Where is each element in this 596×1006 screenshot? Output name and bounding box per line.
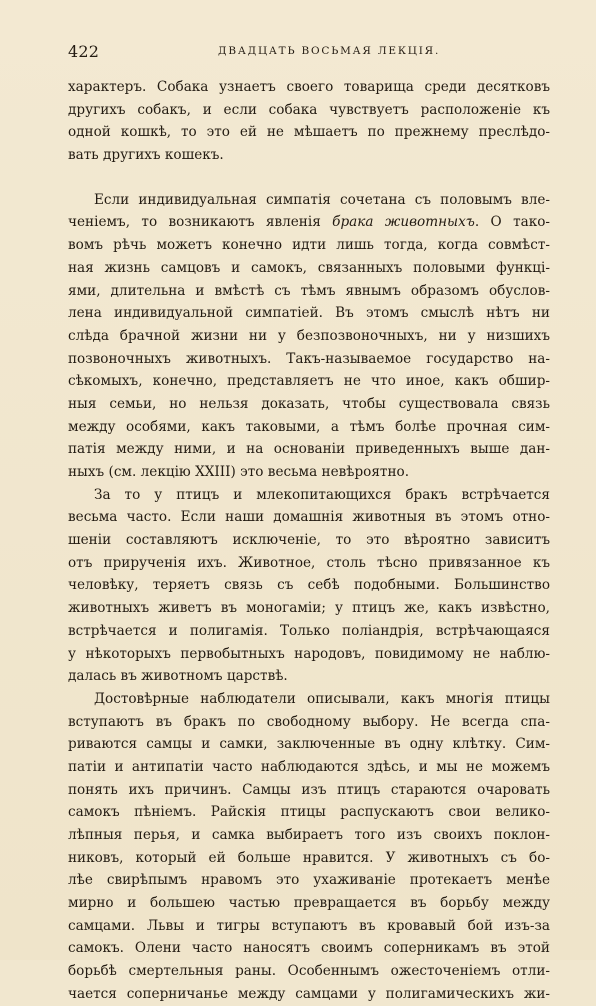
text-line: лѣпныя перья, и самка выбираетъ того изъ своихъ поклон- xyxy=(68,827,550,843)
text-line: Если индивидуальная симпатія сочетана съ половымъ вле- xyxy=(94,191,550,208)
text-fragment: ченіемъ, то возникаютъ явленія xyxy=(68,214,321,231)
running-title: ДВАДЦАТЬ ВОСЬМАЯ ЛЕКЦІЯ. xyxy=(218,45,441,57)
text-line: отъ прирученія ихъ. Животное, столь тѣсно привязанное къ xyxy=(68,554,550,571)
text-line: никовъ, который ей больше нравится. У животныхъ съ бо- xyxy=(68,849,550,866)
text-line: вать другихъ кошекъ. xyxy=(68,147,224,164)
text-line: мирно и большею частью превращается въ борьбу между xyxy=(68,895,550,912)
text-line: За то у птицъ и млекопитающихся бракъ встрѣчается xyxy=(94,486,550,503)
text-line: между особями, какъ таковыми, а тѣмъ болѣе прочная сим- xyxy=(68,418,550,435)
text-line: весьма часто. Если наши домашнія животныя въ этомъ отно- xyxy=(68,509,550,526)
body-text xyxy=(68,76,550,1006)
text-line: ныхъ (см. лекцію XXIII) это весьма невѣроятно. xyxy=(68,464,410,480)
text-line: самокъ пѣніемъ. Райскія птицы распускаютъ свои велико- xyxy=(68,804,550,821)
text-line: Достовѣрные наблюдатели описывали, какъ многія птицы xyxy=(94,690,550,707)
text-line: борьбѣ смертельныя раны. Особеннымъ ожесточеніемъ отли- xyxy=(68,963,550,980)
text-line: чается соперничанье между самцами у полигамическихъ жи- xyxy=(68,985,550,1002)
text-line: встрѣчается и полигамія. Только поліандрія, встрѣчающаяся xyxy=(68,622,550,639)
text-line: понять ихъ причинъ. Самцы изъ птицъ стараются очаровать xyxy=(68,781,550,798)
text-line: слѣда брачной жизни ни у безпозвоночныхъ, ни у низшихъ xyxy=(68,327,550,344)
paragraph-gap xyxy=(68,167,550,189)
page-number: 422 xyxy=(68,42,100,61)
text-line: риваются самцы и самки, заключенные въ одну клѣтку. Сим- xyxy=(68,736,550,753)
text-line: ныя семьи, но нельзя доказать, чтобы существовала связь xyxy=(68,395,550,412)
text-line: вступаютъ въ бракъ по свободному выбору. Не всегда спа- xyxy=(68,713,550,730)
page-header xyxy=(68,42,548,66)
text-line: патіи и антипатіи часто наблюдаются здѣсь, и мы не можемъ xyxy=(68,758,550,775)
text-line: ная жизнь самцовъ и самокъ, связанныхъ половыми функці- xyxy=(68,259,550,276)
text-line: человѣку, теряетъ связь съ себѣ подобными. Большинство xyxy=(68,577,550,594)
text-line: далась въ животномъ царствѣ. xyxy=(68,668,288,685)
italic-term: брака животныхъ xyxy=(332,214,475,231)
paragraph-3 xyxy=(68,484,550,688)
text-line: шеніи составляютъ исключеніе, то это вѣроятно зависитъ xyxy=(68,532,550,549)
text-line: вомъ рѣчь можетъ конечно идти лишь тогда, когда совмѣст- xyxy=(68,237,550,254)
text-line: патія между ними, и на основаніи приведенныхъ выше дан- xyxy=(68,441,550,458)
paragraph-4 xyxy=(68,688,550,1006)
text-line: ями, длительна и вмѣстѣ съ тѣмъ явнымъ образомъ обуслов- xyxy=(68,282,550,299)
text-line: сѣкомыхъ, конечно, представляетъ не что иное, какъ обшир- xyxy=(68,373,550,390)
text-line xyxy=(68,211,550,234)
text-line: лѣе свирѣпымъ нравомъ это ухаживаніе протекаетъ менѣе xyxy=(68,872,550,889)
text-line: характеръ. Собака узнаетъ своего товарища среди десятковъ xyxy=(68,79,550,95)
paragraph-2 xyxy=(68,189,550,484)
text-line: другихъ собакъ, и если собака чувствуетъ расположеніе къ xyxy=(68,101,550,118)
text-line: одной кошкѣ, то это ей не мѣшаетъ по прежнему преслѣдо- xyxy=(68,124,550,141)
text-line: самцами. Львы и тигры вступаютъ въ кровавый бой изъ-за xyxy=(68,917,550,934)
text-line: у нѣкоторыхъ первобытныхъ народовъ, повидимому не наблю- xyxy=(68,645,550,662)
text-line: лена индивидуальной симпатіей. Въ этомъ смыслѣ нѣтъ ни xyxy=(68,305,550,322)
text-line: позвоночныхъ животныхъ. Такъ-называемое государство на- xyxy=(68,350,550,367)
text-fragment: . О тако- xyxy=(474,214,550,231)
paragraph-1 xyxy=(68,76,550,167)
text-line: животныхъ живетъ въ моногаміи; у птицъ же, какъ извѣстно, xyxy=(68,600,550,617)
text-line: самокъ. Олени часто наносятъ своимъ соперникамъ въ этой xyxy=(68,940,550,957)
